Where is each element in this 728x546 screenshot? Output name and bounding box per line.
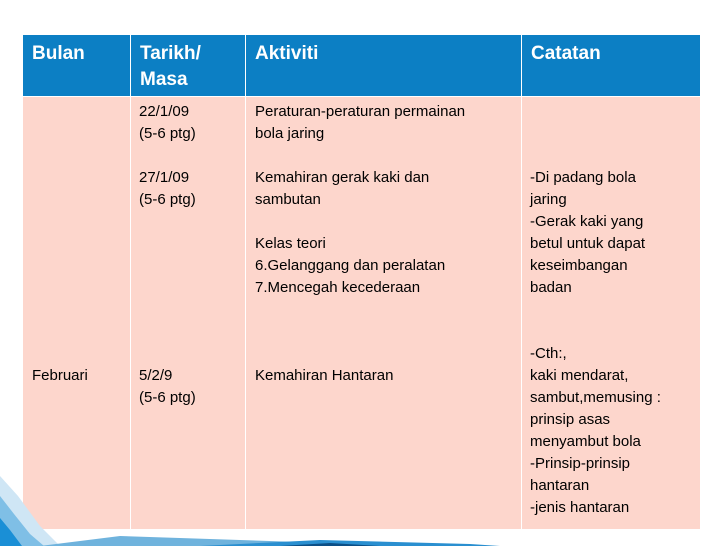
catatan-line: betul untuk dapat	[530, 235, 646, 252]
aktiviti-line: 7.Mencegah kecederaan	[255, 279, 421, 296]
cell-aktiviti	[246, 97, 522, 530]
catatan-line: -jenis hantaran	[530, 499, 630, 516]
catatan-line: -Di padang bola	[530, 169, 636, 186]
aktiviti-line: bola jaring	[255, 125, 325, 142]
tarikh-line: (5-6 ptg)	[139, 191, 196, 208]
header-tarikh-masa	[131, 35, 246, 97]
catatan-line: kaki mendarat,	[530, 367, 629, 384]
bulan-text: Februari	[32, 367, 88, 384]
tarikh-line: 5/2/9	[139, 367, 173, 384]
catatan-line: -Cth:,	[530, 345, 567, 362]
table-row	[23, 97, 701, 530]
schedule-table	[22, 34, 701, 530]
aktiviti-line: Peraturan-peraturan permainan	[255, 103, 466, 120]
catatan-line: -Prinsip-prinsip	[530, 455, 631, 472]
tarikh-line: (5-6 ptg)	[139, 389, 196, 406]
header-row	[23, 35, 701, 97]
decorative-wave-bottom	[0, 532, 728, 546]
aktiviti-line: Kelas teori	[255, 235, 326, 252]
catatan-line: hantaran	[530, 477, 590, 494]
catatan-line: keseimbangan	[530, 257, 628, 274]
catatan-line: menyambut bola	[530, 433, 641, 450]
cell-tarikh	[131, 97, 246, 530]
tarikh-line: (5-6 ptg)	[139, 125, 196, 142]
aktiviti-line: sambutan	[255, 191, 321, 208]
tarikh-line: 27/1/09	[139, 169, 190, 186]
catatan-line: sambut,memusing :	[530, 389, 661, 406]
header-tarikh-masa-label: Tarikh/ Masa	[140, 43, 201, 90]
schedule-table-wrapper	[22, 34, 700, 530]
catatan-line: prinsip asas	[530, 411, 611, 428]
aktiviti-line: Kemahiran Hantaran	[255, 367, 394, 384]
aktiviti-line: Kemahiran gerak kaki dan	[255, 169, 430, 186]
tarikh-line: 22/1/09	[139, 103, 190, 120]
catatan-line: badan	[530, 279, 572, 296]
catatan-line: jaring	[530, 191, 567, 208]
header-catatan: Catatan	[522, 35, 701, 97]
cell-catatan	[522, 97, 701, 530]
header-bulan: Bulan	[23, 35, 131, 97]
catatan-line: -Gerak kaki yang	[530, 213, 644, 230]
header-aktiviti: Aktiviti	[246, 35, 522, 97]
aktiviti-line: 6.Gelanggang dan peralatan	[255, 257, 446, 274]
